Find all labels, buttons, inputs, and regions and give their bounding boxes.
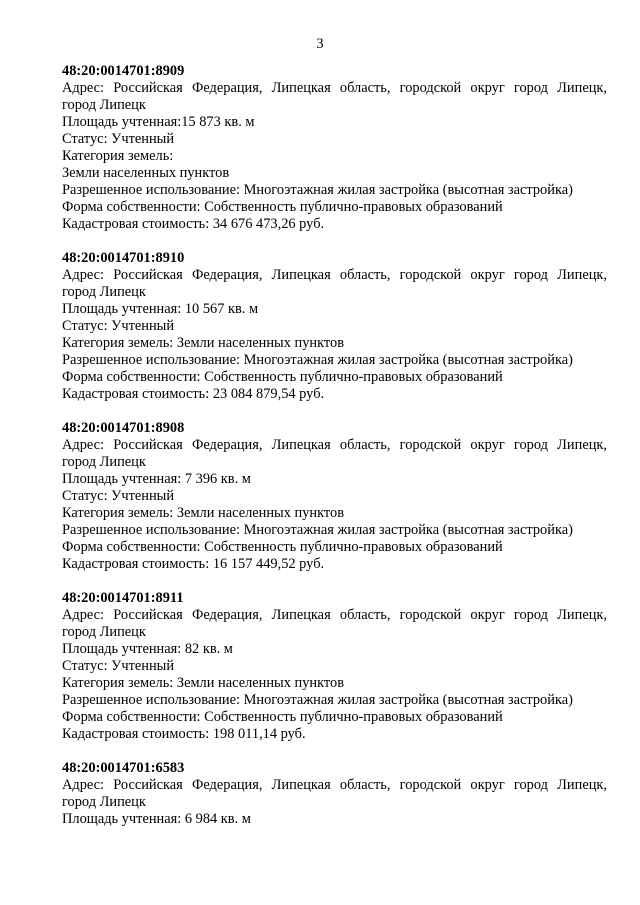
status-field: Статус: Учтенный xyxy=(62,488,175,504)
land-record xyxy=(62,63,607,233)
cadastral-number: 48:20:0014701:8911 xyxy=(62,590,184,606)
page-number: 3 xyxy=(316,36,324,52)
permitted-use-field: Разрешенное использование: Многоэтажная жилая застройка (высотная застройка) xyxy=(62,182,573,198)
status-field: Статус: Учтенный xyxy=(62,131,175,147)
document-body xyxy=(62,63,607,845)
status-field: Статус: Учтенный xyxy=(62,658,175,674)
address-line: Адрес: Российская Федерация, Липецкая область, городской округ город Липецк, xyxy=(62,80,607,96)
address-line-continuation: город Липецк xyxy=(62,284,146,300)
area-field: Площадь учтенная: 7 396 кв. м xyxy=(62,471,251,487)
cadastral-number: 48:20:0014701:8910 xyxy=(62,250,185,266)
ownership-field: Форма собственности: Собственность публично-правовых образований xyxy=(62,199,503,215)
permitted-use-field: Разрешенное использование: Многоэтажная жилая застройка (высотная застройка) xyxy=(62,522,573,538)
address-line: Адрес: Российская Федерация, Липецкая область, городской округ город Липецк, xyxy=(62,437,607,453)
cadastral-value-field: Кадастровая стоимость: 23 084 879,54 руб. xyxy=(62,386,325,402)
land-record xyxy=(62,250,607,403)
land-record xyxy=(62,760,607,828)
cadastral-value-field: Кадастровая стоимость: 34 676 473,26 руб. xyxy=(62,216,325,232)
land-record xyxy=(62,420,607,573)
category-field: Категория земель: Земли населенных пунктов xyxy=(62,505,345,521)
area-field: Площадь учтенная:15 873 кв. м xyxy=(62,114,255,130)
address-line-continuation: город Липецк xyxy=(62,794,146,810)
address-line-continuation: город Липецк xyxy=(62,624,146,640)
address-line: Адрес: Российская Федерация, Липецкая область, городской округ город Липецк, xyxy=(62,267,607,283)
ownership-field: Форма собственности: Собственность публично-правовых образований xyxy=(62,709,503,725)
area-field: Площадь учтенная: 10 567 кв. м xyxy=(62,301,259,317)
category-field: Категория земель: Земли населенных пунктов xyxy=(62,675,345,691)
category-field: Категория земель: Земли населенных пунктов xyxy=(62,335,345,351)
address-line: Адрес: Российская Федерация, Липецкая область, городской округ город Липецк, xyxy=(62,777,607,793)
permitted-use-field: Разрешенное использование: Многоэтажная жилая застройка (высотная застройка) xyxy=(62,352,573,368)
land-record xyxy=(62,590,607,743)
cadastral-number: 48:20:0014701:8909 xyxy=(62,63,185,79)
cadastral-number: 48:20:0014701:8908 xyxy=(62,420,185,436)
address-line-continuation: город Липецк xyxy=(62,454,146,470)
status-field: Статус: Учтенный xyxy=(62,318,175,334)
permitted-use-field: Разрешенное использование: Многоэтажная жилая застройка (высотная застройка) xyxy=(62,692,573,708)
address-line-continuation: город Липецк xyxy=(62,97,146,113)
cadastral-value-field: Кадастровая стоимость: 16 157 449,52 руб. xyxy=(62,556,325,572)
ownership-field: Форма собственности: Собственность публично-правовых образований xyxy=(62,539,503,555)
ownership-field: Форма собственности: Собственность публично-правовых образований xyxy=(62,369,503,385)
cadastral-value-field: Кадастровая стоимость: 198 011,14 руб. xyxy=(62,726,306,742)
area-field: Площадь учтенная: 6 984 кв. м xyxy=(62,811,251,827)
address-line: Адрес: Российская Федерация, Липецкая область, городской округ город Липецк, xyxy=(62,607,607,623)
category-label: Категория земель: xyxy=(62,148,174,164)
area-field: Площадь учтенная: 82 кв. м xyxy=(62,641,233,657)
category-value: Земли населенных пунктов xyxy=(62,165,230,181)
cadastral-number: 48:20:0014701:6583 xyxy=(62,760,185,776)
